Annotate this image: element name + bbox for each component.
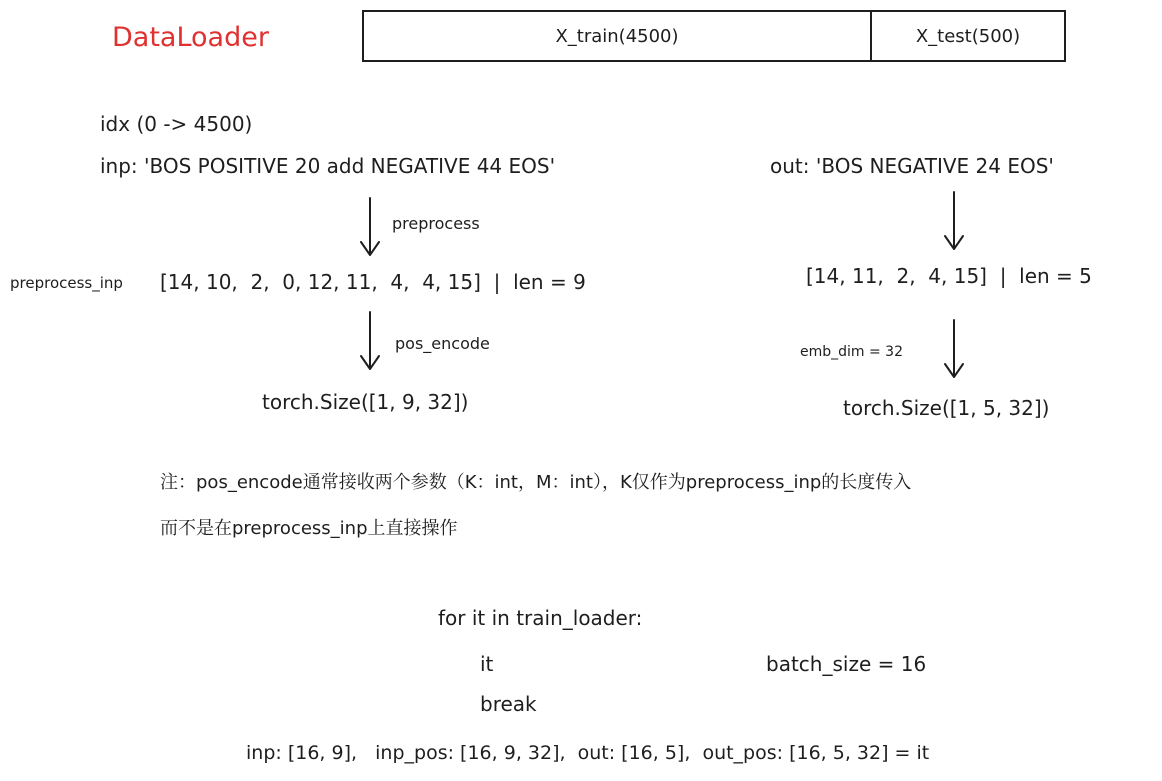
test-split-box <box>870 10 1066 62</box>
output-preprocess-arrow <box>942 190 966 252</box>
input-sequence: inp: 'BOS POSITIVE 20 add NEGATIVE 44 EOS' <box>100 154 556 178</box>
diagram-title: DataLoader <box>112 22 269 53</box>
pos-encode-label: pos_encode <box>395 334 490 353</box>
code-loop-line: for it in train_loader: <box>438 606 643 630</box>
train-split-box <box>362 10 872 62</box>
batch-size-label: batch_size = 16 <box>766 652 927 676</box>
emb-dim-label: emb_dim = 32 <box>800 344 903 360</box>
output-encode-arrow <box>942 318 966 380</box>
pos-encode-arrow <box>358 310 382 372</box>
preprocess-label: preprocess <box>392 214 480 233</box>
note-line-1: 注：pos_encode通常接收两个参数（K：int，M：int），K仅作为preprocess_inp的长度传入 <box>160 472 912 493</box>
output-size: torch.Size([1, 5, 32]) <box>843 396 1050 420</box>
unpack-line: inp: [16, 9], inp_pos: [16, 9, 32], out: [16, 5], out_pos: [16, 5, 32] = it <box>246 742 930 764</box>
test-split-label: X_test(500) <box>915 25 1021 47</box>
train-split-label: X_train(4500) <box>555 25 679 47</box>
preprocess-inp-label: preprocess_inp <box>10 274 123 292</box>
note-line-2: 而不是在preprocess_inp上直接操作 <box>160 518 458 539</box>
preprocess-inp-value: [14, 10, 2, 0, 12, 11, 4, 4, 15] | len = 9 <box>160 270 586 294</box>
output-sequence: out: 'BOS NEGATIVE 24 EOS' <box>770 154 1054 178</box>
preprocess-arrow <box>358 196 382 258</box>
output-preprocess-value: [14, 11, 2, 4, 15] | len = 5 <box>806 264 1092 288</box>
idx-range: idx (0 -> 4500) <box>100 112 253 136</box>
code-it-line: it <box>480 652 494 676</box>
input-size: torch.Size([1, 9, 32]) <box>262 390 469 414</box>
code-break-line: break <box>480 692 537 716</box>
